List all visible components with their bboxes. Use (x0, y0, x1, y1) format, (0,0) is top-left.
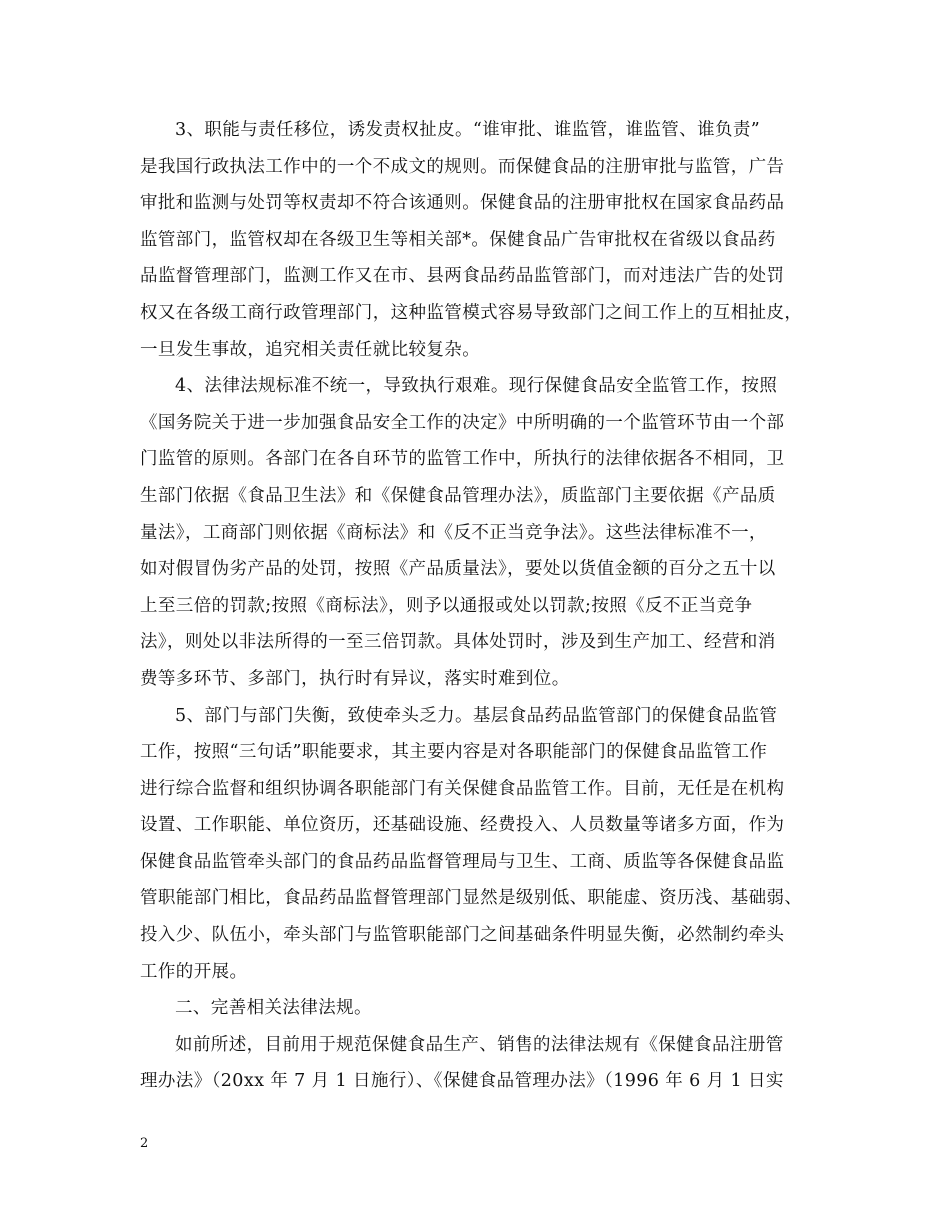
page-number: 2 (140, 1136, 149, 1151)
paragraph-4-line-9: 费等多环节、多部门，执行时有异议，落实时难到位。 (140, 668, 570, 689)
paragraph-5-line-1: 5、部门与部门失衡，致使牵头乏力。基层食品药品监管部门的保健食品监管 (175, 705, 778, 726)
paragraph-4-line-7: 上至三倍的罚款;按照《商标法》，则予以通报或处以罚款;按照《反不正当竞争 (140, 595, 753, 616)
paragraph-3-line-4: 监管部门，监管权却在各级卫生等相关部*。保健食品广告审批权在省级以食品药 (140, 229, 776, 250)
document-body (140, 112, 812, 1100)
paragraph-5-line-7: 投入少、队伍小，牵头部门与监管职能部门之间基础条件明显失衡，必然制约牵头 (140, 925, 785, 946)
paragraph-4-line-4: 生部门依据《食品卫生法》和《保健食品管理办法》，质监部门主要依据《产品质 (140, 485, 776, 506)
paragraph-5-line-2: 工作，按照“三句话”职能要求，其主要内容是对各职能部门的保健食品监管工作 (140, 742, 768, 763)
paragraph-3-line-3: 审批和监测与处罚等权责却不符合该通则。保健食品的注册审批权在国家食品药品 (140, 193, 785, 214)
paragraph-4-line-2: 《国务院关于进一步加强食品安全工作的决定》中所明确的一个监管环节由一个部 (140, 412, 785, 433)
paragraph-3-line-6: 权又在各级工商行政管理部门，这种监管模式容易导致部门之间工作上的互相扯皮， (140, 302, 803, 323)
paragraph-3-line-1: 3、职能与责任移位，诱发责权扯皮。“谁审批、谁监管，谁监管、谁负责” (175, 120, 761, 140)
paragraph-3-line-2: 是我国行政执法工作中的一个不成文的规则。而保健食品的注册审批与监管，广告 (140, 156, 785, 177)
paragraph-4-line-5: 量法》，工商部门则依据《商标法》和《反不正当竞争法》。这些法律标准不一， (140, 522, 767, 543)
paragraph-5-line-6: 管职能部门相比，食品药品监督管理部门显然是级别低、职能虚、资历浅、基础弱、 (140, 888, 803, 909)
paragraph-4-line-8: 法》，则处以非法所得的一至三倍罚款。具体处罚时，涉及到生产加工、经营和消 (140, 632, 776, 653)
paragraph-6-line-1: 如前所述，目前用于规范保健食品生产、销售的法律法规有《保健食品注册管 (175, 1034, 784, 1055)
paragraph-4-line-6: 如对假冒伪劣产品的处罚，按照《产品质量法》，要处以货值金额的百分之五十以 (140, 559, 776, 580)
section-heading-2: 二、完善相关法律法规。 (175, 998, 372, 1019)
paragraph-5-line-4: 设置、工作职能、单位资历，还基础设施、经费投入、人员数量等诸多方面，作为 (140, 815, 785, 836)
paragraph-5-line-3: 进行综合监督和组织协调各职能部门有关保健食品监管工作。目前，无任是在机构 (140, 778, 785, 799)
paragraph-3-line-5: 品监督管理部门，监测工作又在市、县两食品药品监管部门，而对违法广告的处罚 (140, 266, 785, 287)
paragraph-6-line-2: 理办法》（20xx 年 7 月 1 日施行）、《保健食品管理办法》（1996 年 6 月 1 日实 (140, 1071, 784, 1092)
paragraph-3-line-7: 一旦发生事故，追究相关责任就比较复杂。 (140, 339, 481, 360)
paragraph-4-line-1: 4、法律法规标准不统一，导致执行艰难。现行保健食品安全监管工作，按照 (175, 376, 778, 397)
paragraph-5-line-5: 保健食品监管牵头部门的食品药品监督管理局与卫生、工商、质监等各保健食品监 (140, 851, 785, 872)
paragraph-5-line-8: 工作的开展。 (140, 961, 248, 982)
paragraph-4-line-3: 门监管的原则。各部门在各自环节的监管工作中，所执行的法律依据各不相同，卫 (140, 449, 785, 470)
